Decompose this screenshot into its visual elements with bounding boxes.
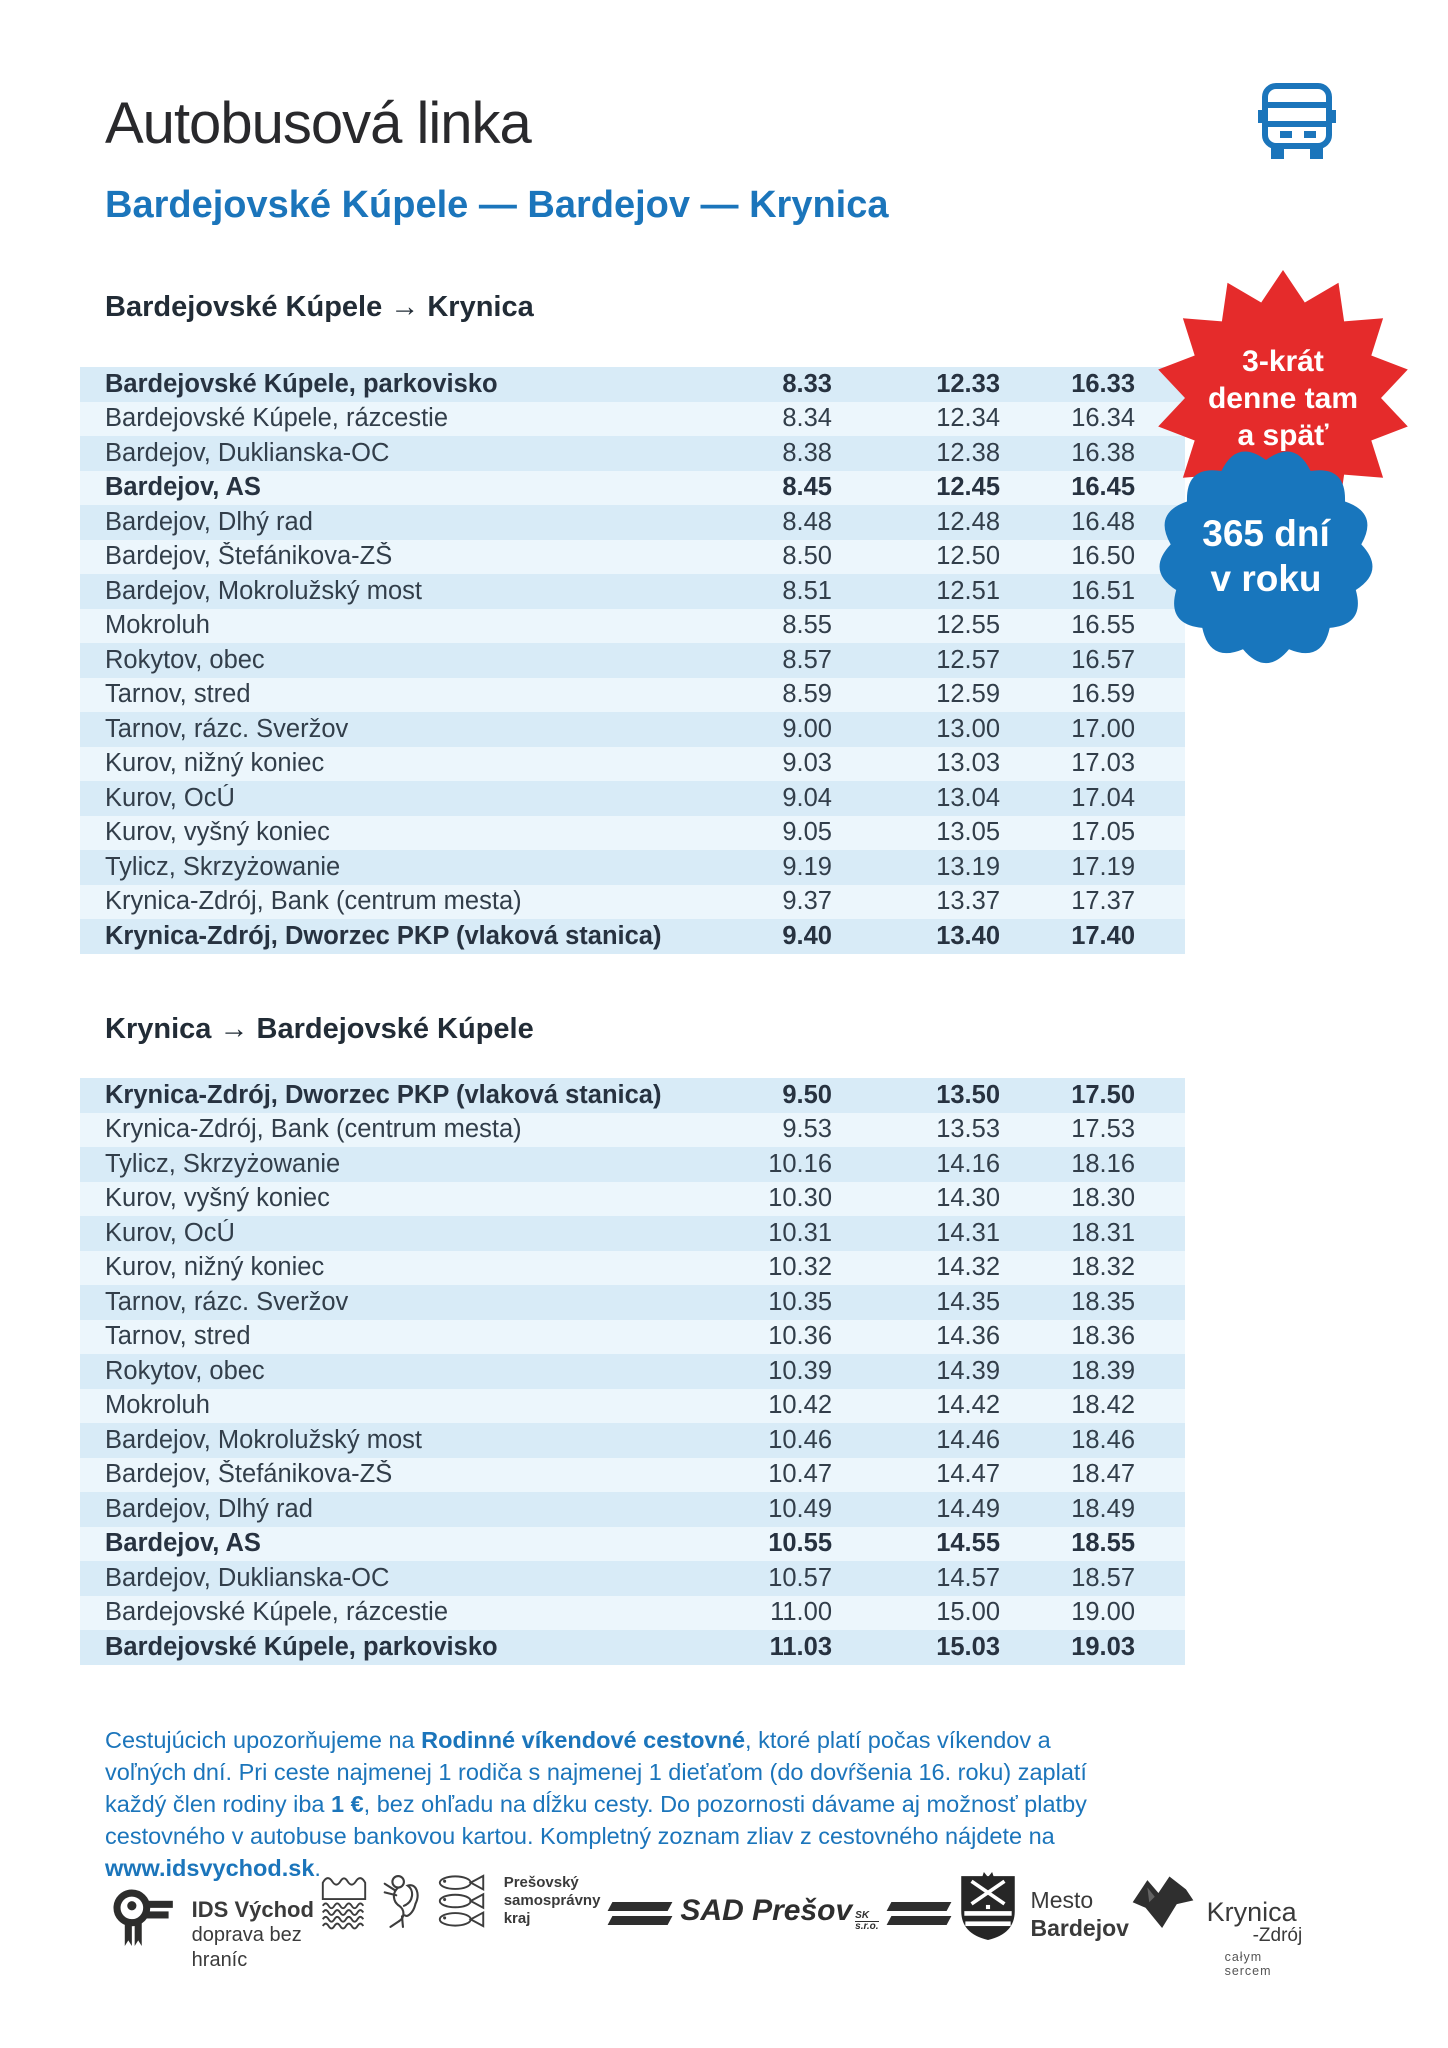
departure-time: 9.03 — [782, 749, 832, 778]
departure-time: 9.04 — [782, 783, 832, 812]
timetable-row — [80, 678, 1185, 713]
departure-time: 10.42 — [768, 1391, 832, 1420]
ids-vychod-logo-block — [105, 1872, 318, 1973]
departure-time: 13.03 — [936, 749, 1000, 778]
departure-time: 17.00 — [1071, 714, 1135, 743]
departure-time: 18.49 — [1071, 1494, 1135, 1523]
departure-time: 10.35 — [768, 1287, 832, 1316]
departure-time: 18.57 — [1071, 1563, 1135, 1592]
departure-time: 9.19 — [782, 852, 832, 881]
departure-time: 16.59 — [1071, 680, 1135, 709]
departure-time: 17.53 — [1071, 1115, 1135, 1144]
departure-time: 19.00 — [1071, 1598, 1135, 1627]
departure-time: 13.04 — [936, 783, 1000, 812]
departure-time: 10.36 — [768, 1322, 832, 1351]
timetable-row — [80, 1596, 1185, 1631]
departure-time: 8.55 — [782, 611, 832, 640]
departure-time: 17.03 — [1071, 749, 1135, 778]
sad-left-bars — [610, 1902, 670, 1925]
stop-name: Rokytov, obec — [105, 645, 265, 674]
timetable-row — [80, 540, 1185, 575]
departure-time: 15.03 — [936, 1632, 1000, 1661]
departure-time: 10.31 — [768, 1218, 832, 1247]
departure-time: 13.53 — [936, 1115, 1000, 1144]
psk-logo-block — [318, 1872, 601, 1930]
section-heading-outbound: Bardejovské Kúpele → Krynica — [105, 291, 534, 323]
departure-time: 9.50 — [782, 1080, 832, 1109]
departure-time: 12.38 — [936, 438, 1000, 467]
departure-time: 12.59 — [936, 680, 1000, 709]
stop-name: Kurov, vyšný koniec — [105, 1184, 330, 1213]
route-subtitle: Bardejovské Kúpele — Bardejov — Krynica — [105, 184, 889, 226]
crown-waves-emblem — [318, 1872, 370, 1930]
badge-365-days — [1151, 441, 1381, 671]
departure-time: 18.42 — [1071, 1391, 1135, 1420]
departure-time: 18.32 — [1071, 1253, 1135, 1282]
departure-time: 16.45 — [1071, 473, 1135, 502]
departure-time: 13.19 — [936, 852, 1000, 881]
timetable-row — [80, 1354, 1185, 1389]
timetable-row — [80, 1147, 1185, 1182]
timetable-row — [80, 1216, 1185, 1251]
departure-time: 9.53 — [782, 1115, 832, 1144]
krynica-tagline: całym sercem — [1224, 1950, 1272, 1978]
timetable-row — [80, 1182, 1185, 1217]
bardejov-line1: Mesto — [1030, 1887, 1094, 1913]
departure-time: 8.50 — [782, 542, 832, 571]
departure-time: 14.35 — [936, 1287, 1000, 1316]
timetable-row — [80, 505, 1185, 540]
stop-name: Bardejov, Duklianska-OC — [105, 1563, 390, 1592]
departure-time: 16.55 — [1071, 611, 1135, 640]
sad-right-bars — [889, 1902, 949, 1925]
departure-time: 16.57 — [1071, 645, 1135, 674]
departure-time: 18.30 — [1071, 1184, 1135, 1213]
stop-name: Bardejov, Štefánikova-ZŠ — [105, 542, 393, 571]
stop-name: Krynica-Zdrój, Dworzec PKP (vlaková stanica) — [105, 1080, 662, 1109]
departure-time: 11.03 — [769, 1632, 832, 1661]
departure-time: 14.36 — [936, 1322, 1000, 1351]
departure-time: 13.05 — [936, 818, 1000, 847]
footer-logos — [105, 1872, 1305, 1978]
departure-time: 14.46 — [936, 1425, 1000, 1454]
stop-name: Tarnov, stred — [105, 1322, 251, 1351]
stop-name: Kurov, nižný koniec — [105, 749, 325, 778]
departure-time: 13.40 — [936, 921, 1000, 950]
departure-time: 12.51 — [936, 576, 1000, 605]
stop-name: Bardejovské Kúpele, parkovisko — [105, 1632, 498, 1661]
departure-time: 8.34 — [782, 404, 832, 433]
departure-time: 17.37 — [1071, 887, 1135, 916]
stop-name: Bardejov, AS — [105, 473, 261, 502]
departure-time: 17.50 — [1071, 1080, 1135, 1109]
departure-time: 19.03 — [1071, 1632, 1135, 1661]
timetable-row — [80, 850, 1185, 885]
timetable-row — [80, 1078, 1185, 1113]
stop-name: Bardejov, Dlhý rad — [105, 1494, 313, 1523]
timetable-row — [80, 609, 1185, 644]
departure-time: 9.37 — [782, 887, 832, 916]
departure-time: 14.47 — [936, 1460, 1000, 1489]
departure-time: 15.00 — [936, 1598, 1000, 1627]
stop-name: Bardejov, Mokrolužský most — [105, 1425, 422, 1454]
departure-time: 8.59 — [782, 680, 832, 709]
stop-name: Rokytov, obec — [105, 1356, 265, 1385]
departure-time: 17.05 — [1071, 818, 1135, 847]
three-fish-emblem — [434, 1872, 490, 1930]
timetable-row — [80, 1458, 1185, 1493]
timetable-row — [80, 643, 1185, 678]
departure-time: 16.38 — [1071, 438, 1135, 467]
departure-time: 10.39 — [768, 1356, 832, 1385]
timetable-row — [80, 367, 1185, 402]
stop-name: Bardejovské Kúpele, rázcestie — [105, 404, 449, 433]
stop-name: Krynica-Zdrój, Dworzec PKP (vlaková stanica) — [105, 921, 662, 950]
stop-name: Bardejov, Dlhý rad — [105, 507, 313, 536]
departure-time: 9.05 — [782, 818, 832, 847]
stop-name: Tarnov, stred — [105, 680, 251, 709]
ids-vychod-tagline: doprava bez hraníc — [191, 1924, 302, 1971]
bardejov-logo-block — [959, 1872, 1129, 1942]
timetable-row — [80, 1285, 1185, 1320]
departure-time: 10.57 — [768, 1563, 832, 1592]
timetable-row — [80, 1492, 1185, 1527]
departure-time: 13.50 — [936, 1080, 1000, 1109]
departure-time: 12.55 — [936, 611, 1000, 640]
departure-time: 18.31 — [1071, 1218, 1135, 1247]
departure-time: 10.30 — [768, 1184, 832, 1213]
departure-time: 17.19 — [1071, 852, 1135, 881]
departure-time: 12.33 — [936, 369, 1000, 398]
departure-time: 8.51 — [782, 576, 832, 605]
stop-name: Bardejovské Kúpele, rázcestie — [105, 1598, 449, 1627]
departure-time: 12.34 — [936, 404, 1000, 433]
bardejov-coat-of-arms — [959, 1872, 1017, 1942]
departure-time: 14.32 — [936, 1253, 1000, 1282]
timetable-row — [80, 885, 1185, 920]
departure-time: 18.46 — [1071, 1425, 1135, 1454]
departure-time: 14.55 — [936, 1529, 1000, 1558]
departure-time: 14.16 — [936, 1149, 1000, 1178]
timetable-row — [80, 574, 1185, 609]
timetable-row — [80, 1251, 1185, 1286]
departure-time: 16.34 — [1071, 404, 1135, 433]
departure-time: 18.39 — [1071, 1356, 1135, 1385]
stop-name: Bardejov, Mokrolužský most — [105, 576, 422, 605]
section-heading-return: Krynica → Bardejovské Kúpele — [105, 1013, 534, 1045]
ids-vychod-name: IDS Východ — [191, 1897, 314, 1922]
departure-time: 18.36 — [1071, 1322, 1135, 1351]
departure-time: 9.40 — [782, 921, 832, 950]
departure-time: 8.57 — [782, 645, 832, 674]
bardejov-line2: Bardejov — [1030, 1915, 1129, 1941]
departure-time: 17.04 — [1071, 783, 1135, 812]
sad-presov-name: SAD Prešov $\frac{SK}{s.r.o.}$ — [680, 1894, 879, 1932]
sad-presov-logo-block — [600, 1894, 958, 1932]
page-title: Autobusová linka — [105, 91, 531, 156]
timetable-row — [80, 712, 1185, 747]
timetable-return — [80, 1078, 1185, 1665]
departure-time: 10.46 — [768, 1425, 832, 1454]
stop-name: Tylicz, Skrzyżowanie — [105, 852, 341, 881]
sad-presov-suffix: $\frac{SK}{s.r.o.}$ — [855, 1910, 879, 1932]
departure-time: 11.00 — [770, 1598, 832, 1627]
bus-icon — [1256, 72, 1338, 169]
timetable-row — [80, 1320, 1185, 1355]
departure-time: 18.47 — [1071, 1460, 1135, 1489]
departure-time: 14.49 — [936, 1494, 1000, 1523]
departure-time: 10.55 — [768, 1529, 832, 1558]
departure-time: 8.33 — [782, 369, 832, 398]
departure-time: 16.51 — [1071, 576, 1135, 605]
stop-name: Kurov, vyšný koniec — [105, 818, 330, 847]
stop-name: Tarnov, rázc. Sveržov — [105, 1287, 349, 1316]
departure-time: 12.45 — [936, 473, 1000, 502]
ids-vychod-logo — [105, 1872, 176, 1972]
timetable-outbound — [80, 367, 1185, 954]
departure-time: 14.39 — [936, 1356, 1000, 1385]
stop-name: Bardejov, Duklianska-OC — [105, 438, 390, 467]
departure-time: 14.42 — [936, 1391, 1000, 1420]
timetable-row — [80, 402, 1185, 437]
timetable-row — [80, 1389, 1185, 1424]
departure-time: 8.45 — [782, 473, 832, 502]
psk-name: Prešovský samosprávny kraj — [503, 1874, 601, 1927]
stop-name: Tylicz, Skrzyżowanie — [105, 1149, 341, 1178]
stop-name: Krynica-Zdrój, Bank (centrum mesta) — [105, 887, 522, 916]
timetable-row — [80, 781, 1185, 816]
stop-name: Mokroluh — [105, 1391, 210, 1420]
departure-time: 18.16 — [1071, 1149, 1135, 1178]
departure-time: 16.50 — [1071, 542, 1135, 571]
departure-time: 10.49 — [768, 1494, 832, 1523]
timetable-row — [80, 1630, 1185, 1665]
krynica-line1: Krynica — [1206, 1897, 1297, 1927]
timetable-row — [80, 1423, 1185, 1458]
departure-time: 18.55 — [1071, 1529, 1135, 1558]
departure-time: 14.57 — [936, 1563, 1000, 1592]
departure-time: 16.33 — [1071, 369, 1135, 398]
krynica-line2: -Zdrój — [1252, 1925, 1303, 1946]
timetable-row — [80, 816, 1185, 851]
departure-time: 12.48 — [936, 507, 1000, 536]
timetable-row — [80, 919, 1185, 954]
stop-name: Kurov, OcÚ — [105, 783, 235, 812]
krynica-logo-block — [1129, 1872, 1305, 1978]
badge-red-text: 3-krát denne tam a späť — [1207, 344, 1359, 452]
departure-time: 12.57 — [936, 645, 1000, 674]
departure-time: 13.00 — [936, 714, 1000, 743]
stop-name: Bardejov, AS — [105, 1529, 261, 1558]
timetable-row — [80, 1527, 1185, 1562]
stop-name: Kurov, OcÚ — [105, 1218, 235, 1247]
departure-time: 8.38 — [782, 438, 832, 467]
departure-time: 10.32 — [768, 1253, 832, 1282]
departure-time: 12.50 — [936, 542, 1000, 571]
timetable-row — [80, 471, 1185, 506]
departure-time: 16.48 — [1071, 507, 1135, 536]
departure-time: 10.16 — [768, 1149, 832, 1178]
timetable-row — [80, 747, 1185, 782]
stop-name: Krynica-Zdrój, Bank (centrum mesta) — [105, 1115, 522, 1144]
stop-name: Kurov, nižný koniec — [105, 1253, 325, 1282]
stop-name: Tarnov, rázc. Sveržov — [105, 714, 349, 743]
stop-name: Bardejovské Kúpele, parkovisko — [105, 369, 498, 398]
timetable-row — [80, 436, 1185, 471]
departure-time: 17.40 — [1071, 921, 1135, 950]
departure-time: 14.31 — [936, 1218, 1000, 1247]
fare-notice: Cestujúcich upozorňujeme na Rodinné víkendové cestovné, ktoré platí počas víkendov a voľných dní. Pri ceste najmenej 1 rodiča s najmenej 1 dieťaťom (do dovŕšenia 16. roku) zaplatí každý člen rodiny iba 1 €, bez ohľadu na dĺžku cesty. Do pozornosti dávame aj možnosť platby cestovného v autobuse bankovou kartou. Kompletný zoznam zliav z cestovného nájdete na www.idsvychod.sk. — [105, 1726, 1087, 1881]
departure-time: 18.35 — [1071, 1287, 1135, 1316]
stop-name: Bardejov, Štefánikova-ZŠ — [105, 1460, 393, 1489]
timetable-row — [80, 1561, 1185, 1596]
departure-time: 8.48 — [782, 507, 832, 536]
timetable-row — [80, 1113, 1185, 1148]
departure-time: 14.30 — [936, 1184, 1000, 1213]
badge-blue-text: 365 dní v roku — [1202, 513, 1330, 599]
departure-time: 13.37 — [936, 887, 1000, 916]
stop-name: Mokroluh — [105, 611, 210, 640]
departure-time: 10.47 — [768, 1460, 832, 1489]
lion-emblem — [378, 1872, 426, 1930]
departure-time: 9.00 — [782, 714, 832, 743]
